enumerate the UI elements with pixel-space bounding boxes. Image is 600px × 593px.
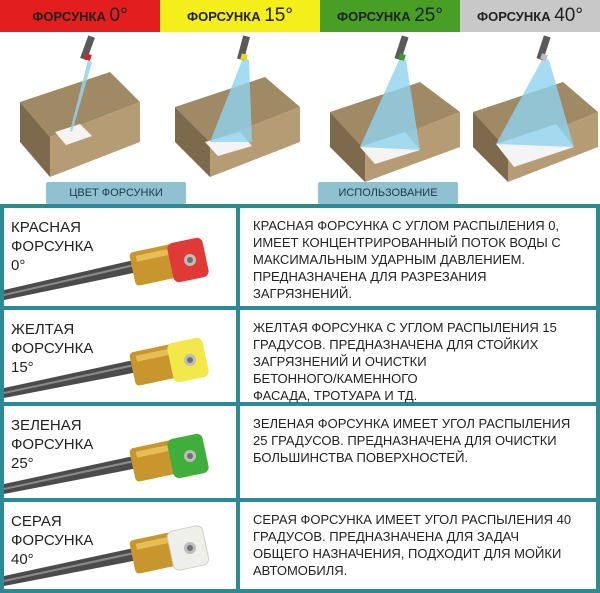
table-row (4, 406, 596, 498)
badge-red: ФОРСУНКА 0° (0, 0, 160, 32)
description-cell (240, 502, 596, 589)
spray-illustration-25 (320, 32, 470, 182)
badge-green: ФОРСУНКА 25° (320, 0, 460, 32)
spray-illustration-15 (160, 32, 310, 182)
nozzle-cell (4, 310, 236, 402)
spray-illustration-40 (468, 32, 600, 182)
tab-nozzle-color: ЦВЕТ ФОРСУНКИ (46, 182, 186, 204)
description-cell (240, 406, 596, 498)
red-nozzle-icon (4, 208, 236, 306)
yellow-nozzle-icon (4, 310, 236, 402)
nozzle-label: СЕРАЯ ФОРСУНКА 40° (11, 513, 94, 568)
description-cell (240, 310, 596, 402)
nozzle-label: КРАСНАЯ ФОРСУНКА 0° (11, 219, 94, 274)
nozzle-label: ЖЕЛТАЯ ФОРСУНКА 15° (11, 321, 94, 376)
nozzle-label: ЗЕЛЕНАЯ ФОРСУНКА 25° (11, 417, 94, 472)
nozzle-cell (4, 208, 236, 306)
table-row (4, 310, 596, 402)
tab-usage: ИСПОЛЬЗОВАНИЕ (318, 182, 458, 204)
nozzle-description: КРАСНАЯ ФОРСУНКА С УГЛОМ РАСПЫЛЕНИЯ 0, ИМЕЕТ КОНЦЕНТРИРОВАННЫЙ ПОТОК ВОДЫ С МАКСИМАЛЬНЫМ УДАРНЫМ ДАВЛЕНИЕМ. ПРЕДНАЗНАЧЕНА ДЛЯ РАЗРЕЗАНИЯ ЗАГРЯЗНЕНИЙ. (253, 218, 561, 301)
description-cell (240, 208, 596, 306)
badge-yellow: ФОРСУНКА 15° (160, 0, 320, 32)
green-nozzle-icon (4, 406, 236, 498)
gray-nozzle-icon (4, 502, 236, 589)
nozzle-cell (4, 406, 236, 498)
badge-gray: ФОРСУНКА 40° (460, 0, 600, 32)
nozzle-description: ЖЕЛТАЯ ФОРСУНКА С УГЛОМ РАСПЫЛЕНИЯ 15 ГРАДУСОВ. ПРЕДНАЗНАЧЕНА ДЛЯ СТОЙКИХ ЗАГРЯЗНЕНИЙ И ОЧИСТКИ БЕТОННОГО/КАМЕННОГО ФАСАДА, ТРОТУАРА И ТД. (253, 320, 557, 403)
nozzle-cell (4, 502, 236, 589)
nozzle-table (0, 204, 600, 593)
table-row (4, 208, 596, 306)
spray-illustration-0 (0, 32, 150, 182)
table-row (4, 502, 596, 589)
nozzle-description: СЕРАЯ ФОРСУНКА ИМЕЕТ УГОЛ РАСПЫЛЕНИЯ 40 ГРАДУСОВ. ПРЕДНАЗНАЧЕНА ДЛЯ ЗАДАЧ ОБЩЕГО НАЗНАЧЕНИЯ, ПОДХОДИТ ДЛЯ МОЙКИ АВТОМОБИЛЯ. (253, 512, 572, 578)
nozzle-header (0, 0, 600, 32)
nozzle-description: ЗЕЛЕНАЯ ФОРСУНКА ИМЕЕТ УГОЛ РАСПЫЛЕНИЯ 25 ГРАДУСОВ. ПРЕДНАЗНАЧЕНА ДЛЯ ОЧИСТКИ БОЛЬШИНСТВА ПОВЕРХНОСТЕЙ. (253, 416, 571, 465)
